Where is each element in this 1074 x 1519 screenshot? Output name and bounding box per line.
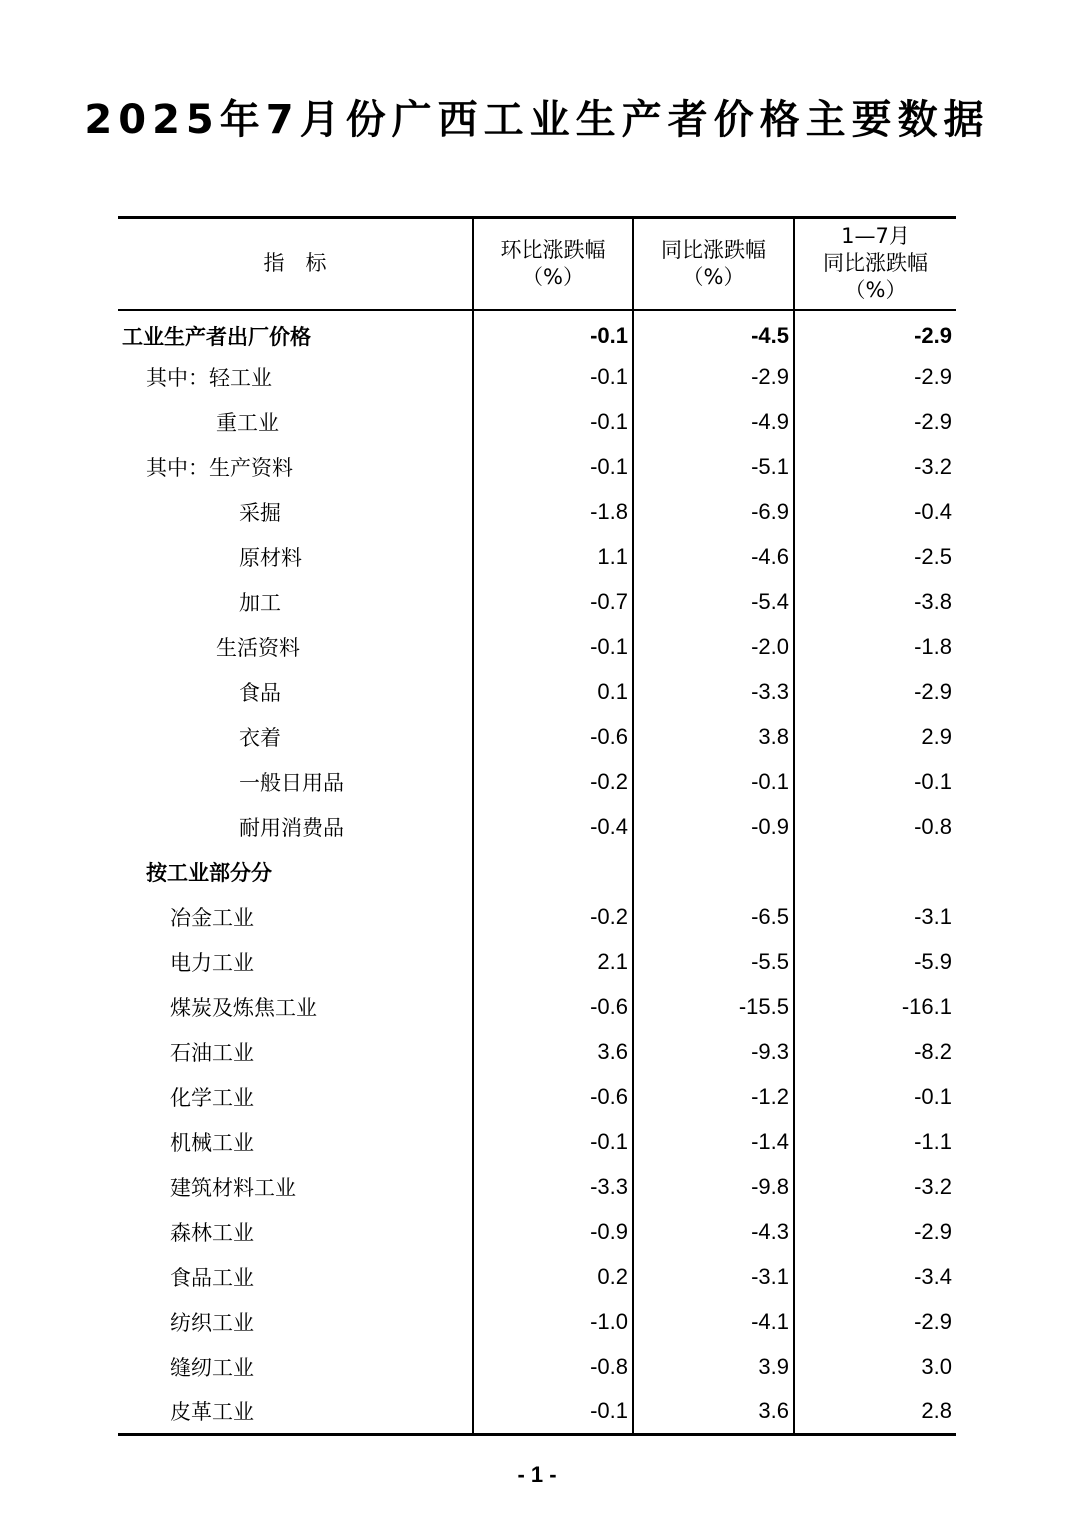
header-ytd xyxy=(794,218,956,310)
table-row xyxy=(118,715,956,760)
row-label: 森林工业 xyxy=(170,1221,254,1245)
cell-ytd: -2.9 xyxy=(794,355,956,400)
cell-ytd: -2.9 xyxy=(794,400,956,445)
row-label: 化学工业 xyxy=(170,1086,254,1110)
cell-ytd xyxy=(794,850,956,895)
cell-ytd: -3.2 xyxy=(794,445,956,490)
row-label: 煤炭及炼焦工业 xyxy=(170,996,317,1020)
cell-yoy: -4.5 xyxy=(633,310,794,355)
cell-mom: 0.1 xyxy=(473,670,633,715)
cell-ytd: -0.8 xyxy=(794,805,956,850)
cell-ytd: -2.9 xyxy=(794,1210,956,1255)
cell-ytd: -0.1 xyxy=(794,1075,956,1120)
header-yoy-label: 同比涨跌幅 xyxy=(661,237,766,262)
cell-ytd: -3.8 xyxy=(794,580,956,625)
cell-yoy: -0.1 xyxy=(633,760,794,805)
row-label: 采掘 xyxy=(239,501,281,525)
table-row xyxy=(118,1390,956,1435)
cell-mom: 1.1 xyxy=(473,535,633,580)
cell-yoy: -9.3 xyxy=(633,1030,794,1075)
cell-ytd: -2.9 xyxy=(794,1300,956,1345)
table-row xyxy=(118,1165,956,1210)
row-label: 其中：生产资料 xyxy=(146,456,293,480)
row-label: 重工业 xyxy=(216,411,279,435)
header-mom-unit: （%） xyxy=(522,264,584,289)
cell-ytd: -8.2 xyxy=(794,1030,956,1075)
table-header-row xyxy=(118,218,956,310)
price-data-table xyxy=(118,216,956,1436)
row-label: 耐用消费品 xyxy=(239,816,344,840)
table-row xyxy=(118,490,956,535)
cell-ytd: -2.9 xyxy=(794,670,956,715)
table-row xyxy=(118,535,956,580)
table-row xyxy=(118,670,956,715)
row-label: 纺织工业 xyxy=(170,1311,254,1335)
row-label: 机械工业 xyxy=(170,1131,254,1155)
cell-mom: -0.1 xyxy=(473,625,633,670)
header-ytd-label: 同比涨跌幅 xyxy=(823,251,928,276)
row-label: 建筑材料工业 xyxy=(170,1176,296,1200)
cell-ytd: -0.1 xyxy=(794,760,956,805)
cell-yoy: -2.0 xyxy=(633,625,794,670)
header-yoy-unit: （%） xyxy=(682,264,745,289)
header-mom xyxy=(473,218,633,310)
row-label: 按工业部分分 xyxy=(146,861,272,885)
header-mom-label: 环比涨跌幅 xyxy=(500,237,606,262)
cell-yoy: -2.9 xyxy=(633,355,794,400)
cell-mom: -1.0 xyxy=(473,1300,633,1345)
cell-mom: -0.1 xyxy=(473,1390,633,1435)
header-yoy xyxy=(633,218,794,310)
cell-yoy: -3.1 xyxy=(633,1255,794,1300)
cell-yoy: -9.8 xyxy=(633,1165,794,1210)
cell-mom: -0.2 xyxy=(473,760,633,805)
cell-ytd: -2.9 xyxy=(794,310,956,355)
table-row xyxy=(118,1030,956,1075)
table-row xyxy=(118,625,956,670)
cell-mom: -0.8 xyxy=(473,1345,633,1390)
cell-ytd: -5.9 xyxy=(794,940,956,985)
cell-yoy: -6.5 xyxy=(633,895,794,940)
cell-ytd: 2.9 xyxy=(794,715,956,760)
table-row xyxy=(118,580,956,625)
cell-mom: -0.7 xyxy=(473,580,633,625)
header-ytd-period: 1—7月 xyxy=(841,224,910,249)
table-row xyxy=(118,1210,956,1255)
table-row xyxy=(118,895,956,940)
cell-mom: -0.1 xyxy=(473,445,633,490)
table-row xyxy=(118,1120,956,1165)
cell-ytd: -0.4 xyxy=(794,490,956,535)
cell-mom: -0.6 xyxy=(473,985,633,1030)
cell-mom: 3.6 xyxy=(473,1030,633,1075)
cell-yoy: -5.4 xyxy=(633,580,794,625)
table-row xyxy=(118,445,956,490)
cell-mom: -0.6 xyxy=(473,1075,633,1120)
row-label: 缝纫工业 xyxy=(170,1356,254,1380)
row-label: 加工 xyxy=(239,591,281,615)
table-row xyxy=(118,355,956,400)
row-label: 衣着 xyxy=(239,726,281,750)
row-label: 工业生产者出厂价格 xyxy=(122,324,311,349)
table-row xyxy=(118,310,956,355)
cell-mom: -0.1 xyxy=(473,400,633,445)
row-label: 其中：轻工业 xyxy=(146,366,272,390)
row-label: 电力工业 xyxy=(170,951,254,975)
cell-mom: -0.2 xyxy=(473,895,633,940)
cell-yoy: -4.1 xyxy=(633,1300,794,1345)
table-row xyxy=(118,985,956,1030)
table-row xyxy=(118,850,956,895)
row-label: 食品 xyxy=(239,681,281,705)
cell-yoy: -4.9 xyxy=(633,400,794,445)
cell-yoy: 3.6 xyxy=(633,1390,794,1435)
page-title: 2025年7月份广西工业生产者价格主要数据 xyxy=(84,97,990,143)
cell-ytd: -1.1 xyxy=(794,1120,956,1165)
cell-ytd: 2.8 xyxy=(794,1390,956,1435)
header-ytd-unit: （%） xyxy=(844,278,907,303)
table-row xyxy=(118,1075,956,1120)
cell-ytd: -3.4 xyxy=(794,1255,956,1300)
cell-mom: -0.9 xyxy=(473,1210,633,1255)
cell-yoy: 3.9 xyxy=(633,1345,794,1390)
row-label: 石油工业 xyxy=(170,1041,254,1065)
page-number: - 1 - xyxy=(517,1462,557,1487)
table-row xyxy=(118,400,956,445)
cell-ytd: -3.2 xyxy=(794,1165,956,1210)
table-row xyxy=(118,805,956,850)
cell-yoy: -6.9 xyxy=(633,490,794,535)
cell-mom: 2.1 xyxy=(473,940,633,985)
cell-yoy: -1.4 xyxy=(633,1120,794,1165)
cell-yoy: -3.3 xyxy=(633,670,794,715)
row-label: 生活资料 xyxy=(216,636,300,660)
row-label: 一般日用品 xyxy=(239,771,344,795)
cell-yoy: -4.3 xyxy=(633,1210,794,1255)
row-label: 冶金工业 xyxy=(170,906,254,930)
cell-yoy: 3.8 xyxy=(633,715,794,760)
cell-mom: -3.3 xyxy=(473,1165,633,1210)
row-label: 原材料 xyxy=(239,546,302,570)
cell-mom: 0.2 xyxy=(473,1255,633,1300)
cell-mom: -0.1 xyxy=(473,310,633,355)
table-row xyxy=(118,1345,956,1390)
cell-yoy: -15.5 xyxy=(633,985,794,1030)
row-label: 食品工业 xyxy=(170,1266,254,1290)
row-label: 皮革工业 xyxy=(118,1390,473,1435)
table-row xyxy=(118,1255,956,1300)
cell-mom: -0.4 xyxy=(473,805,633,850)
cell-yoy: -1.2 xyxy=(633,1075,794,1120)
cell-ytd: -3.1 xyxy=(794,895,956,940)
cell-mom: -1.8 xyxy=(473,490,633,535)
table-row xyxy=(118,940,956,985)
cell-mom: -0.1 xyxy=(473,1120,633,1165)
table-row xyxy=(118,760,956,805)
table-row xyxy=(118,1300,956,1345)
cell-yoy: -5.5 xyxy=(633,940,794,985)
cell-yoy: -0.9 xyxy=(633,805,794,850)
cell-ytd: 3.0 xyxy=(794,1345,956,1390)
cell-mom: -0.6 xyxy=(473,715,633,760)
cell-ytd: -2.5 xyxy=(794,535,956,580)
cell-ytd: -16.1 xyxy=(794,985,956,1030)
cell-ytd: -1.8 xyxy=(794,625,956,670)
cell-yoy: -4.6 xyxy=(633,535,794,580)
header-indicator: 指 标 xyxy=(118,218,473,310)
cell-yoy: -5.1 xyxy=(633,445,794,490)
cell-yoy xyxy=(633,850,794,895)
cell-mom xyxy=(473,850,633,895)
cell-mom: -0.1 xyxy=(473,355,633,400)
